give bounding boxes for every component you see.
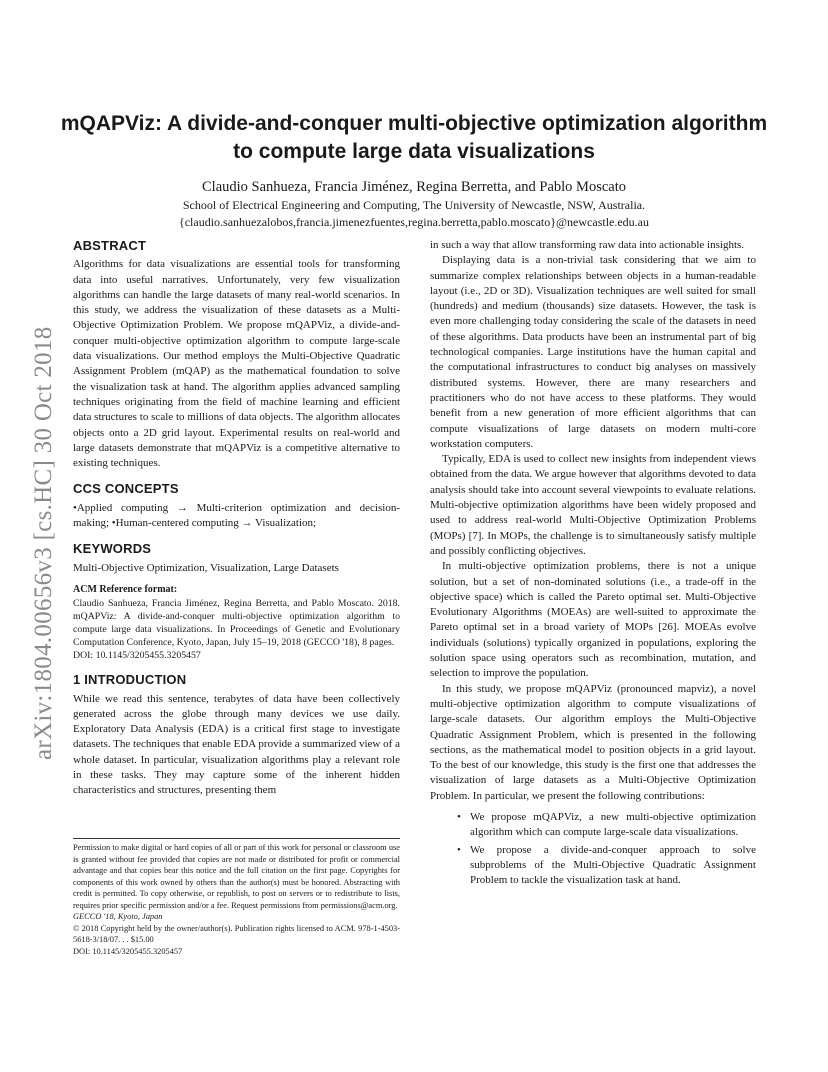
- right-paragraph-0: in such a way that allow transforming raw data into actionable insights.: [430, 239, 745, 251]
- acm-reference-heading: ACM Reference format:: [73, 583, 178, 595]
- left-column: [73, 238, 400, 799]
- right-paragraph-2: Typically, EDA is used to collect new insights from independent views obtained from the data. We argue however that algorithms devoted to data analysis should take into account several viewpoints to evaluate relations. Multi-objective optimization algorithms have been widely proposed and used to address real-world Multi-Objective Optimization Problems (MOPs) [7]. In MOPs, the challenge is to simultaneously satisfy multiple and possibly conflicting objectives.: [430, 453, 756, 557]
- keywords-heading: KEYWORDS: [73, 541, 152, 557]
- right-paragraph-4: In this study, we propose mQAPViz (pronounced mapviz), a novel multi-objective optimization algorithm to compute visualizations of large-scale datasets. Our algorithm employs the Multi-Objective Quadratic Assignment Problem, which is presented in the following sections, as the mathematical model to position objects in a grid layout. To the best of our knowledge, this study is the first one that addresses the visualization of large datasets as a Multi-Objective Optimization Problem. In particular, we present the following contributions:: [430, 682, 756, 802]
- footnote-doi: DOI: 10.1145/3205455.3205457: [73, 946, 183, 956]
- author-affiliation: [60, 195, 768, 231]
- introduction-heading: 1 INTRODUCTION: [73, 672, 187, 688]
- list-item: • We propose a divide-and-conquer approach to solve subproblems of the Multi-Objective Quadratic Assignment Problem to tackle the visualization task at hand.: [470, 843, 756, 889]
- paper-title: mQAPViz: A divide-and-conquer multi-objective optimization algorithm to compute large data visualizations: [60, 112, 768, 163]
- right-paragraph-1: Displaying data is a non-trivial task considering that we aim to summarize complex relationships between objects in a human-readable layout (i.e., 2D or 3D). Visualization techniques are well suited for small (hundreds) and medium (thousands) size datasets. However, the task is even more challenging today considering the scale of the datasets in need of these algorithms. Data products have been an instrumental part of big technological companies. Large institutions have the human capital and the computational infrastructures to conduct big analyses on massively distributed systems. However, there are many researchers and practitioners who do not have access to these platforms. They would benefit from a new generation of more efficient algorithms that can compute visualizations of large datasets on modern multi-core workstation computers.: [430, 254, 756, 450]
- footnote-rule: [73, 838, 400, 839]
- abstract-heading: ABSTRACT: [73, 238, 147, 253]
- right-column: [430, 238, 756, 890]
- permission-notice: Permission to make digital or hard copies of all or part of this work for personal or classroom use is granted without fee provided that copies are not made or distributed for profit or commercial advantage and that copies bear this notice and the full citation on the first page. Copyrights for components of this work owned by others than the author(s) must be honored. Abstracting with credit is permitted. To copy otherwise, or republish, to post on servers or to redistribute to lists, requires prior specific permission and/or a fee. Request permissions from permissions@acm.org.: [73, 843, 400, 910]
- ccs-text: •Applied computing → Multi-criterion optimization and decision-making; •Human-centered computing → Visualization;: [73, 501, 400, 530]
- conference-venue: GECCO '18, Kyoto, Japan: [73, 912, 163, 921]
- arxiv-id: arXiv:1804.00656v3 [cs.HC] 30 Oct 2018: [30, 326, 57, 760]
- paper-authors: Claudio Sanhueza, Francia Jiménez, Regina Berretta, and Pablo Moscato: [202, 179, 626, 195]
- list-item: • We propose mQAPViz, a new multi-objective optimization algorithm which can compute large-scale data visualizations.: [470, 810, 756, 841]
- right-paragraph-3: In multi-objective optimization problems, there is not a unique solution, but a set of non-dominated solutions (i.e., a trade-off in the objective space) which is called the Pareto optimal set. Multi-Objective Evolutionary Algorithms (MOEAs) are well-suited to approximate the Pareto optimal set in a broad variety of MOPs [26]. MOEAs evolve individuals (solutions) typically organized in populations, exploring the solution space using operators such as recombination, mutation, and selection to improve the population.: [430, 560, 756, 680]
- keywords-text: Multi-Objective Optimization, Visualization, Large Datasets: [73, 561, 339, 574]
- author-emails: {claudio.sanhuezalobos,francia.jimenezfuentes,regina.berretta,pablo.moscato}@newcastle.edu.au: [178, 215, 650, 229]
- acm-reference-doi: DOI: 10.1145/3205455.3205457: [73, 650, 201, 662]
- copyright-footnote: [73, 838, 400, 957]
- affiliation-line: School of Electrical Engineering and Computing, The University of Newcastle, NSW, Australia.: [182, 198, 646, 212]
- introduction-paragraph: While we read this sentence, terabytes of data have been collectively generated across the globe through many devices we use daily. Exploratory Data Analysis (EDA) is a critical first stage to investigate datasets. The techniques that enable EDA provide a summarized view of a whole dataset. In particular, visualization algorithms play a relevant role in these tasks. They may capture some of the inherent hidden characteristics and structures, presenting them: [73, 692, 400, 797]
- abstract-text: Algorithms for data visualizations are essential tools for transforming data into useful narratives. Unfortunately, very few visualization algorithms can handle the large datasets of many real-world scenarios. In this study, we address the visualization of these datasets as a Multi-Objective Optimization Problem. We propose mQAPViz, a divide-and-conquer multi-objective optimization algorithm to compute large-scale data visualizations. Our method employs the Multi-Objective Quadratic Assignment Problem (mQAP) as the mathematical foundation to solve the visualization task at hand. The algorithm applies advanced sampling techniques originating from the field of machine learning and efficient data structures to scale to millions of data objects. The algorithm allocates objects onto a 2D grid layout. Experimental results on real-world and large datasets demonstrate that mQAPViz is a competitive alternative to existing techniques.: [73, 258, 400, 470]
- acm-reference-text: Claudio Sanhueza, Francia Jiménez, Regina Berretta, and Pablo Moscato. 2018. mQAPViz: A divide-and-conquer multi-objective optimization algorithm to compute large data visualizations. In Proceedings of Genetic and Evolutionary Computation Conference, Kyoto, Japan, July 15–19, 2018 (GECCO '18), 8 pages.: [73, 598, 400, 649]
- contributions-list: [430, 810, 756, 888]
- arxiv-sidebar-stamp: [10, 290, 57, 760]
- ccs-heading: CCS CONCEPTS: [73, 481, 179, 497]
- introduction-section: [73, 672, 400, 798]
- copyright-notice: © 2018 Copyright held by the owner/author(s). Publication rights licensed to ACM. 978-1-4503-5618-3/18/07. . . $15.00: [73, 923, 400, 944]
